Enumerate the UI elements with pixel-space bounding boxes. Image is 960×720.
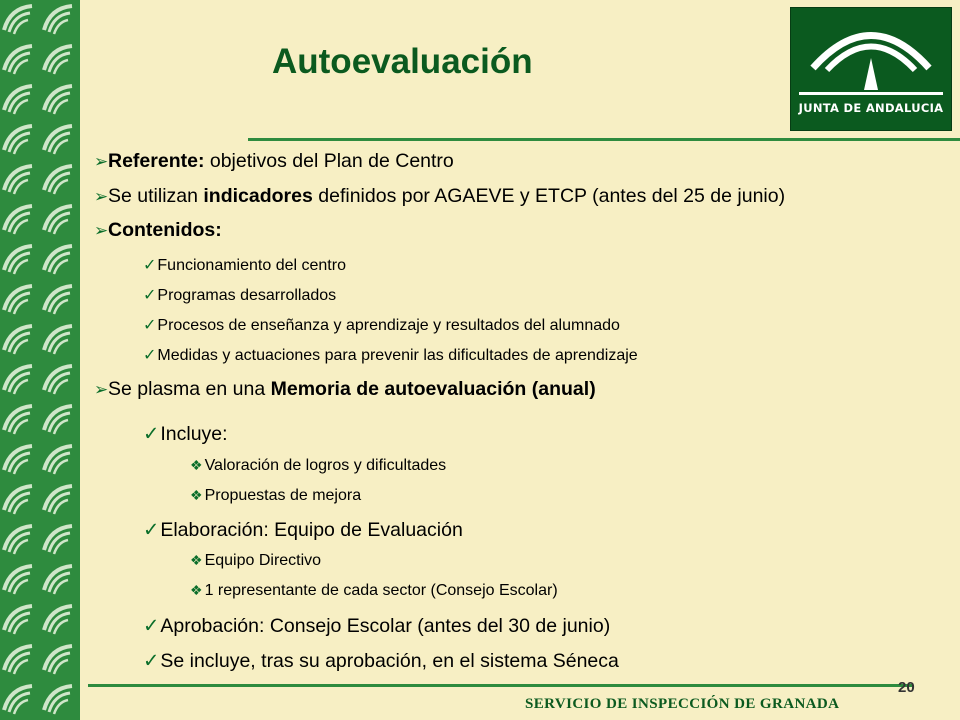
decorative-sidebar — [0, 0, 80, 720]
check-bullet-icon: ✓ — [143, 287, 157, 304]
list-item-incluye — [143, 422, 228, 446]
sidebar-pattern — [0, 0, 80, 720]
check-bullet-icon: ✓ — [143, 423, 160, 445]
sub-list-item-text: 1 representante de cada sector (Consejo Escolar) — [204, 582, 558, 599]
check-bullet-icon: ✓ — [143, 650, 160, 672]
bullet-memoria — [94, 378, 596, 401]
sub-list-item — [190, 552, 321, 570]
list-item-text: Procesos de enseñanza y aprendizaje y resultados del alumnado — [157, 317, 620, 334]
bullet-bold-label: Memoria de autoevaluación (anual) — [270, 378, 596, 400]
check-bullet-icon: ✓ — [143, 519, 160, 541]
diamond-bullet-icon: ❖ — [190, 582, 203, 598]
title-divider — [248, 138, 960, 141]
check-bullet-icon: ✓ — [143, 317, 157, 334]
bullet-text: Se plasma en una — [108, 378, 271, 400]
bullet-bold-label: Contenidos: — [108, 219, 222, 241]
arrow-bullet-icon: ➢ — [94, 187, 109, 206]
sub-list-item-text: Propuestas de mejora — [204, 487, 362, 504]
logo-text: JUNTA DE ANDALUCIA — [798, 101, 944, 115]
list-item — [143, 285, 336, 305]
page-number: 20 — [898, 679, 915, 696]
arrow-bullet-icon: ➢ — [94, 380, 109, 399]
logo-arches-icon — [791, 8, 951, 98]
list-item-text: Funcionamiento del centro — [157, 257, 346, 274]
list-item-text: Programas desarrollados — [157, 287, 337, 304]
list-item-aprobacion — [143, 614, 610, 638]
sub-list-item — [190, 582, 558, 600]
bullet-referente — [94, 150, 454, 173]
arrow-bullet-icon: ➢ — [94, 152, 109, 171]
bullet-contenidos — [94, 219, 222, 242]
sub-list-item — [190, 457, 446, 475]
bullet-bold-label: Referente: — [108, 150, 205, 172]
sub-list-item-text: Valoración de logros y dificultades — [204, 457, 447, 474]
slide-title: Autoevaluación — [272, 42, 533, 81]
junta-de-andalucia-logo — [790, 7, 952, 131]
list-item-text: Aprobación: Consejo Escolar (antes del 30 de junio) — [160, 615, 611, 637]
diamond-bullet-icon: ❖ — [190, 457, 203, 473]
diamond-bullet-icon: ❖ — [190, 552, 203, 568]
list-item — [143, 345, 638, 365]
sub-list-item-text: Equipo Directivo — [204, 552, 322, 569]
footer-divider — [88, 684, 912, 687]
list-item-elaboracion — [143, 518, 463, 542]
bullet-indicadores — [94, 185, 785, 208]
bullet-text: definidos por AGAEVE y ETCP (antes del 25 de junio) — [312, 185, 786, 207]
check-bullet-icon: ✓ — [143, 615, 160, 637]
list-item-text: Medidas y actuaciones para prevenir las dificultades de aprendizaje — [157, 347, 638, 364]
sub-list-item — [190, 487, 361, 505]
list-item-text: Elaboración: Equipo de Evaluación — [160, 519, 463, 541]
list-item — [143, 255, 346, 275]
list-item — [143, 315, 620, 335]
diamond-bullet-icon: ❖ — [190, 487, 203, 503]
footer-text: SERVICIO DE INSPECCIÓN DE GRANADA — [525, 696, 840, 712]
bullet-bold-label: indicadores — [203, 185, 313, 207]
bullet-text: Se utilizan — [108, 185, 204, 207]
list-item-text: Se incluye, tras su aprobación, en el sistema Séneca — [160, 650, 619, 672]
arrow-bullet-icon: ➢ — [94, 221, 109, 240]
check-bullet-icon: ✓ — [143, 347, 157, 364]
list-item-seneca — [143, 649, 619, 673]
bullet-text: objetivos del Plan de Centro — [204, 150, 454, 172]
list-item-text: Incluye: — [160, 423, 228, 445]
check-bullet-icon: ✓ — [143, 257, 157, 274]
